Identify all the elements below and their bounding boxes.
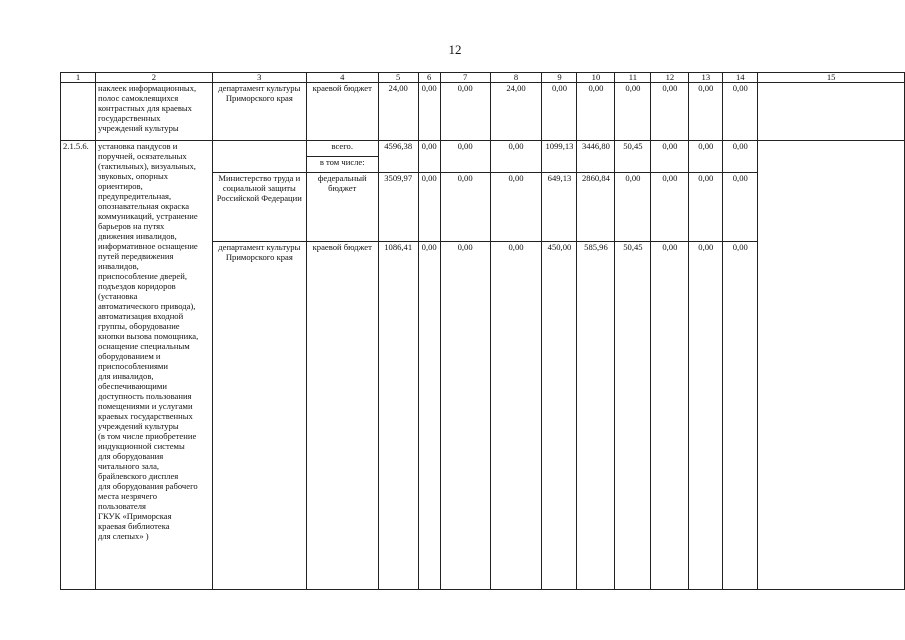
- col-header: 11: [615, 73, 651, 83]
- value-cell: 0,00: [723, 242, 758, 590]
- item-code: [61, 83, 96, 141]
- column-number-row: [61, 73, 905, 83]
- value-cell: 0,00: [577, 83, 615, 141]
- value-cell: 649,13: [542, 173, 577, 242]
- value-cell: 24,00: [490, 83, 542, 141]
- value-cell: 0,00: [689, 141, 723, 173]
- value-cell: 0,00: [418, 173, 440, 242]
- note-cell: [758, 141, 905, 590]
- col-header: 15: [758, 73, 905, 83]
- value-cell: 0,00: [418, 242, 440, 590]
- col-header: 12: [651, 73, 689, 83]
- note-cell: [758, 83, 905, 141]
- value-cell: 4596,38: [378, 141, 418, 173]
- value-cell: 1086,41: [378, 242, 418, 590]
- table-row: [61, 141, 905, 157]
- col-header: 3: [212, 73, 306, 83]
- table-row: [61, 83, 905, 141]
- value-cell: 0,00: [418, 83, 440, 141]
- value-cell: 0,00: [651, 141, 689, 173]
- value-cell: 24,00: [378, 83, 418, 141]
- value-cell: 50,45: [615, 141, 651, 173]
- funding-source-cell: краевой бюджет: [306, 242, 378, 590]
- including-label: в том числе:: [306, 157, 378, 173]
- value-cell: 0,00: [440, 242, 490, 590]
- executor-cell: [212, 141, 306, 173]
- funding-source-cell: федеральный бюджет: [306, 173, 378, 242]
- col-header: 14: [723, 73, 758, 83]
- value-cell: 3446,80: [577, 141, 615, 173]
- item-code: 2.1.5.6.: [61, 141, 96, 590]
- value-cell: 0,00: [689, 242, 723, 590]
- funding-source-cell: всего.: [306, 141, 378, 157]
- col-header: 8: [490, 73, 542, 83]
- value-cell: 1099,13: [542, 141, 577, 173]
- value-cell: 0,00: [490, 173, 542, 242]
- value-cell: 0,00: [723, 173, 758, 242]
- value-cell: 0,00: [651, 173, 689, 242]
- col-header: 2: [95, 73, 212, 83]
- value-cell: 0,00: [440, 173, 490, 242]
- executor-cell: департамент культуры Приморского края: [212, 242, 306, 590]
- value-cell: 450,00: [542, 242, 577, 590]
- col-header: 6: [418, 73, 440, 83]
- value-cell: 0,00: [723, 141, 758, 173]
- value-cell: 0,00: [651, 242, 689, 590]
- value-cell: 0,00: [490, 242, 542, 590]
- col-header: 1: [61, 73, 96, 83]
- value-cell: 0,00: [651, 83, 689, 141]
- value-cell: 0,00: [418, 141, 440, 173]
- item-description: наклеек информационных, полос самоклеящихся контрастных для краевых государственных учреждений культуры: [95, 83, 212, 141]
- value-cell: 0,00: [440, 83, 490, 141]
- executor-cell: департамент культуры Приморского края: [212, 83, 306, 141]
- value-cell: 0,00: [689, 83, 723, 141]
- value-cell: 3509,97: [378, 173, 418, 242]
- col-header: 10: [577, 73, 615, 83]
- executor-cell: Министерство труда и социальной защиты Российской Федерации: [212, 173, 306, 242]
- value-cell: 0,00: [615, 173, 651, 242]
- value-cell: 0,00: [490, 141, 542, 173]
- col-header: 13: [689, 73, 723, 83]
- value-cell: 0,00: [689, 173, 723, 242]
- item-description: установка пандусов и поручней, осязательных (тактильных), визуальных, звуковых, опорных ориентиров, предупредительная, опознавательная окраска коммуникаций, устранение барьеров на путях движения инвалидов, информативное оснащение путей передвижения инвалидов, приспособление дверей, подъездов коридоров (установка автоматического привода), автоматизация входной группы, оборудование кнопки вызова помощника, оснащение специальным оборудованием и приспособлениями для инвалидов, обеспечивающими доступность пользования помещениями и услугами краевых государственных учреждений культуры (в том числе приобретение индукционной системы для оборудования читального зала, брайлевского дисплея для оборудования рабочего места незрячего пользователя ГКУК «Приморская краевая библиотека для слепых» ): [95, 141, 212, 590]
- col-header: 4: [306, 73, 378, 83]
- value-cell: 2860,84: [577, 173, 615, 242]
- value-cell: 0,00: [615, 83, 651, 141]
- col-header: 7: [440, 73, 490, 83]
- program-table: [60, 72, 905, 590]
- value-cell: 50,45: [615, 242, 651, 590]
- value-cell: 0,00: [440, 141, 490, 173]
- value-cell: 585,96: [577, 242, 615, 590]
- funding-source-cell: краевой бюджет: [306, 83, 378, 141]
- value-cell: 0,00: [723, 83, 758, 141]
- col-header: 9: [542, 73, 577, 83]
- col-header: 5: [378, 73, 418, 83]
- value-cell: 0,00: [542, 83, 577, 141]
- page-number: 12: [448, 42, 462, 57]
